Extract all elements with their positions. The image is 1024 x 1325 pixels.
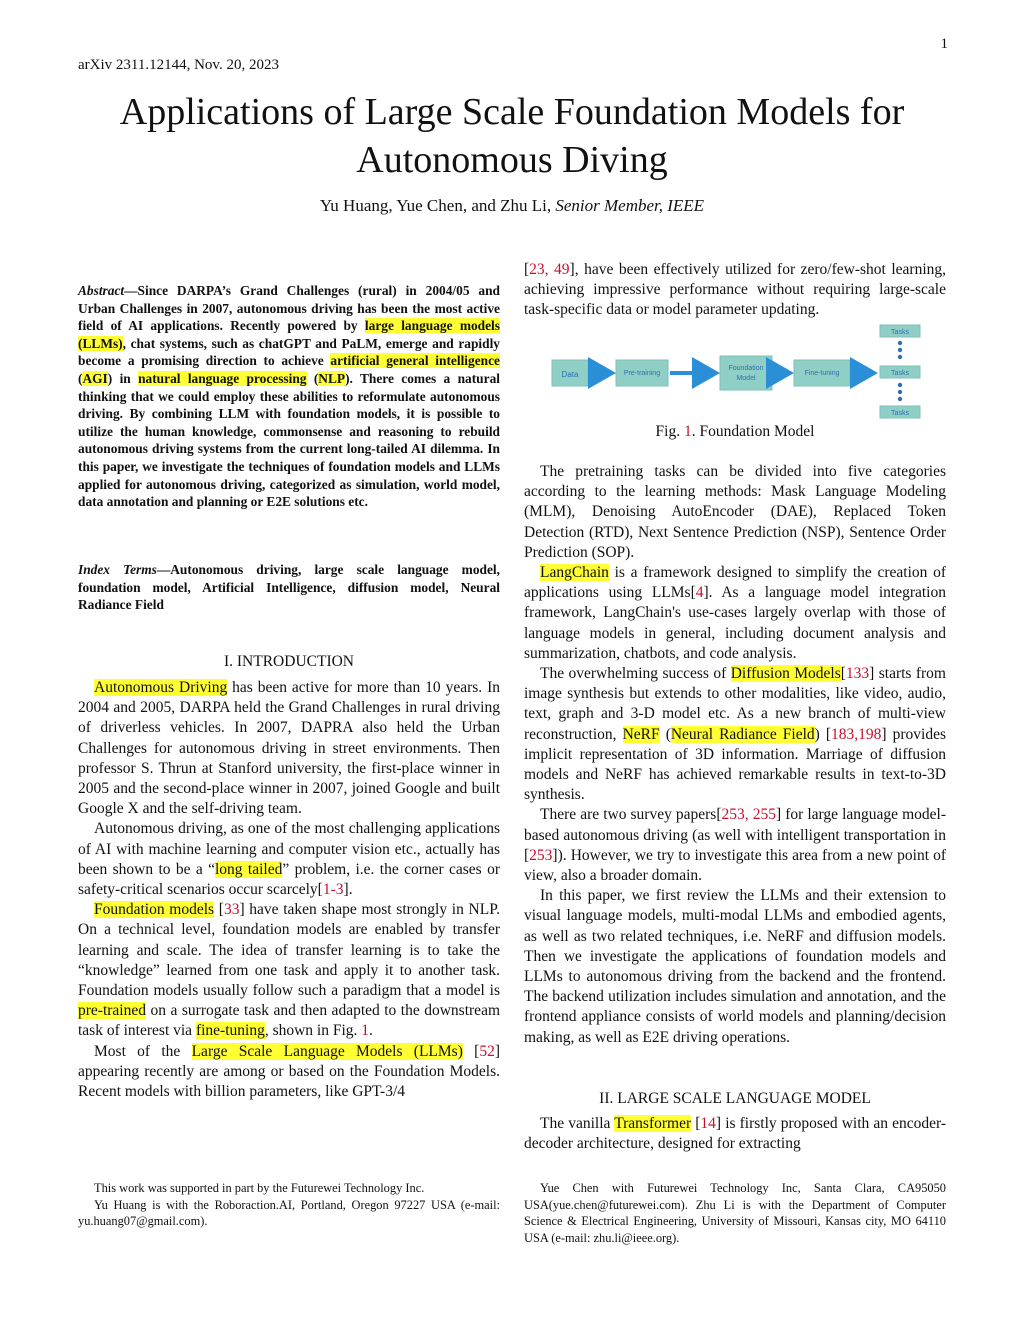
- title-line-2: Autonomous Diving: [356, 139, 668, 181]
- paragraph: [78, 1042, 500, 1103]
- reference-link[interactable]: 183,198: [831, 725, 882, 743]
- abstract-text: ). There comes a natural thinking that we could employ these abilities to reformulate autonomous driving. By combining LLM with foundation models, it is possible to utilize the human knowledge, commonsense and reasoning to rebuild autonomous driving systems from the current long-tailed AI dilemma. In this paper, we investigate the techniques of foundation models and LLMs applied for autonomous driving, categorized as simulation, world model, data annotation and planning or E2E solutions etc.: [78, 370, 500, 510]
- paragraph-text: [: [524, 261, 530, 278]
- paragraph: [524, 664, 946, 805]
- paragraph: [524, 805, 946, 886]
- index-terms-text: Autonomous driving, large scale language model, foundation model, Artificial Intelligence, diffusion model, Neural Radiance Field: [78, 562, 500, 613]
- tasks-dots-top: [898, 341, 902, 359]
- paragraph-text: , shown in Fig.: [264, 1022, 362, 1040]
- paragraph: [524, 260, 946, 321]
- paragraph-text: [: [462, 1042, 480, 1060]
- paragraph: In this paper, we first review the LLMs and their extension to visual language models, multi-modal LLMs and embodied agents, as well as two related techniques, i.e. NeRF and diffusion models. Then we investigate the applications of foundation models and LLMs to autonomous driving from the backend and the frontend. The backend utilization includes simulation and annotation, and the frontend appliance consists of world models and planning/decision making, as well as E2E driving operations.: [524, 887, 946, 1046]
- foundation-model-diagram: [548, 322, 928, 420]
- tasks-label: Tasks: [891, 329, 909, 336]
- paragraph-text: ] for large language model-based autonomous driving (as well with intelligent transportation in [: [524, 806, 947, 864]
- author-affiliation-tag: Senior Member, IEEE: [555, 196, 705, 215]
- right-column-body: [524, 462, 946, 1048]
- highlight: large language models (LLMs): [78, 318, 500, 351]
- index-terms-dash: —: [156, 562, 171, 577]
- paragraph-text: ” problem, i.e. the corner cases or safety-critical scenarios occur scarcely[: [78, 860, 500, 899]
- footnote-authors-2-3: Yue Chen with Futurewei Technology Inc, Santa Clara, CA95050 USA(yue.chen@futurewei.com). Zhu Li is with the Department of Computer Science & Electrical Engineering, University of Missouri, Kansas city, MO 64110 USA (e-mail: zhu.li@ieee.org).: [524, 1181, 946, 1245]
- reference-link[interactable]: 52: [479, 1042, 495, 1060]
- paragraph-text: There are two survey papers[: [540, 806, 722, 824]
- highlight: fine-tuning: [195, 1022, 265, 1040]
- abstract-text: ) in: [107, 370, 139, 386]
- tasks-dots-bottom: [898, 383, 902, 401]
- paragraph: [524, 563, 946, 664]
- abstract-label: Abstract: [78, 283, 125, 298]
- paragraph-text: ].: [343, 881, 353, 899]
- foundation-label-1: Foundation: [728, 365, 764, 372]
- index-terms-label: Index Terms: [78, 562, 157, 577]
- tasks-box-bottom: [880, 406, 920, 418]
- authors: Yu Huang, Yue Chen, and Zhu Li,: [319, 196, 556, 215]
- section-heading-llm: II. LARGE SCALE LANGUAGE MODEL: [599, 1090, 871, 1107]
- figure-caption: [524, 423, 946, 441]
- reference-link[interactable]: 133: [845, 665, 870, 683]
- paragraph-text: The vanilla: [540, 1115, 615, 1132]
- paragraph-text: (: [659, 725, 671, 743]
- arxiv-id: arXiv 2311.12144, Nov. 20, 2023: [78, 57, 279, 73]
- abstract-text: (: [78, 370, 83, 386]
- left-column-body: [78, 678, 500, 1102]
- tasks-box-middle: [880, 366, 920, 378]
- highlight: NLP: [318, 370, 346, 386]
- abstract-text: Since DARPA’s Grand Challenges (rural) in 2004/05 and Urban Challenges in 2007, autonomous driving has been the most active field of AI applications. Recently powered by: [78, 283, 500, 334]
- paragraph-text: Most of the: [94, 1042, 192, 1060]
- highlight: Neural Radiance Field: [670, 725, 815, 743]
- reference-link[interactable]: 33: [223, 901, 240, 919]
- paragraph-text: The overwhelming success of: [540, 665, 731, 683]
- paragraph-text: Autonomous driving, as one of the most challenging applications of AI with machine learning and computer vision etc., actually has been shown to be a “: [78, 820, 500, 878]
- highlight: long tailed: [214, 860, 283, 878]
- pretraining-box: [616, 360, 668, 386]
- highlight: AGI: [82, 370, 108, 386]
- right-column-top: [524, 260, 946, 321]
- paragraph-text: [: [840, 665, 846, 683]
- caption-text: . Foundation Model: [691, 423, 815, 440]
- paragraph: [78, 819, 500, 900]
- reference-link[interactable]: 1-3: [322, 881, 344, 899]
- caption-figure-number: 1: [683, 423, 692, 440]
- reference-link[interactable]: 253: [529, 846, 553, 864]
- caption-prefix: Fig.: [655, 423, 684, 440]
- data-label: Data: [561, 370, 579, 379]
- author-line: [60, 196, 964, 216]
- paragraph: [78, 900, 500, 1041]
- abstract-dash: —: [124, 283, 138, 298]
- paper-title: [60, 88, 964, 184]
- highlight: Autonomous Driving: [94, 679, 228, 696]
- highlight: Diffusion Models: [730, 665, 841, 683]
- paragraph-text: ] provides implicit representation of 3D information. Marriage of diffusion models and NeRF has achieved remarkable results in text-to-3D synthesis.: [524, 725, 946, 804]
- footnote-left: [78, 1180, 500, 1230]
- paragraph: The pretraining tasks can be divided into five categories according to the learning methods: Mask Language Modeling (MLM), Denoising AutoEncoder (DAE), Replaced Token Detection (RTD), Next Sentence Prediction (NSP), Sentence Order Prediction (SOP).: [524, 463, 946, 561]
- foundation-model-box: [720, 356, 772, 390]
- paragraph-text: ] is firstly proposed with an encoder-decoder architecture, designed for extracting: [524, 1115, 947, 1153]
- footnote-funding: This work was supported in part by the Futurewei Technology Inc.: [94, 1181, 425, 1195]
- highlight: natural language processing: [138, 370, 307, 386]
- tasks-box-top: [880, 325, 920, 337]
- section-heading-introduction: I. INTRODUCTION: [223, 653, 354, 670]
- pretraining-label: Pre-training: [623, 370, 661, 377]
- foundation-label-2: Model: [736, 375, 756, 382]
- paragraph-text: on a surrogate task and then adapted to the downstream task of interest via: [78, 1002, 500, 1040]
- finetuning-box: [794, 360, 850, 386]
- paragraph-text: ]). However, we try to investigate this area from a new point of view, also a broader domain.: [524, 846, 946, 885]
- highlight: Transformer: [614, 1115, 692, 1132]
- right-column-bottom: [524, 1114, 946, 1154]
- finetuning-label: Fine-tuning: [804, 370, 840, 377]
- reference-link[interactable]: 253, 255: [721, 806, 776, 824]
- abstract-text: , chat systems, such as chatGPT and PaLM, emerge and rapidly become a promising direction to achieve: [78, 335, 500, 369]
- reference-link[interactable]: 23, 49: [529, 261, 570, 278]
- highlight: LangChain: [540, 564, 609, 582]
- index-terms: [78, 561, 500, 614]
- highlight: Foundation models: [94, 901, 215, 919]
- paragraph-text: ] appearing recently are among or based on the Foundation Models. Recent models with billion parameters, like GPT-3/4: [78, 1042, 500, 1101]
- tasks-label: Tasks: [891, 410, 909, 417]
- paragraph-text: .: [369, 1022, 373, 1040]
- paragraph-text: is a framework designed to simplify the creation of applications using LLMs[: [524, 564, 946, 602]
- paragraph-text: [: [691, 1115, 701, 1132]
- paragraph-text: [: [214, 901, 224, 919]
- tasks-label: Tasks: [891, 370, 909, 377]
- highlight: NeRF: [622, 725, 660, 743]
- paragraph: [524, 1114, 946, 1154]
- reference-link[interactable]: 4: [695, 584, 704, 602]
- abstract: [78, 282, 500, 511]
- paragraph-text: ]. As a language model integration framework, LangChain's use-cases largely overlap with those of language models in general, including document analysis and summarization, chatbots, and code analysis.: [524, 584, 946, 662]
- highlight: artificial general intelligence: [330, 353, 500, 369]
- paragraph: [78, 678, 500, 819]
- highlight: pre-trained: [78, 1002, 146, 1020]
- footnote-author-1: Yu Huang is with the Roboraction.AI, Portland, Oregon 97227 USA (e-mail: yu.huang07@gmail.com).: [78, 1197, 500, 1228]
- page-number: 1: [940, 36, 948, 52]
- paragraph-text: ] have taken shape most strongly in NLP. On a technical level, foundation models are enabled by transfer learning and scale. The idea of transfer learning is to take the “knowledge” learned from one task and apply it to another task. Foundation models usually follow such a paradigm that a model is: [78, 901, 500, 1000]
- data-box: [552, 360, 588, 386]
- paragraph-text: ] starts from image synthesis but extends to other modalities, like video, audio, text, graph and 3-D model etc. As a new branch of multi-view reconstruction,: [524, 665, 946, 743]
- reference-link[interactable]: 14: [700, 1115, 716, 1132]
- highlight: Large Scale Language Models (LLMs): [191, 1042, 463, 1060]
- figure-link[interactable]: 1: [361, 1022, 370, 1040]
- footnote-right: [524, 1180, 946, 1246]
- paragraph-text: ) [: [814, 725, 832, 743]
- title-line-1: Applications of Large Scale Foundation Models for: [119, 91, 905, 133]
- abstract-text: (: [306, 370, 319, 386]
- paragraph-text: has been active for more than 10 years. In 2004 and 2005, DARPA held the Grand Challenges in rural driving of driverless vehicles. In 2007, DAPRA also held the Urban Challenges for autonomous driving in street environments. Then professor S. Thrun at Stanford university, the first-place winner in 2005 and the second-place winner in 2007, joined Google and built Google X and the self-driving team.: [78, 679, 500, 818]
- paragraph-text: ], have been effectively utilized for zero/few-shot learning, achieving impressive performance without requiring large-scale task-specific data or model parameter updating.: [524, 261, 946, 319]
